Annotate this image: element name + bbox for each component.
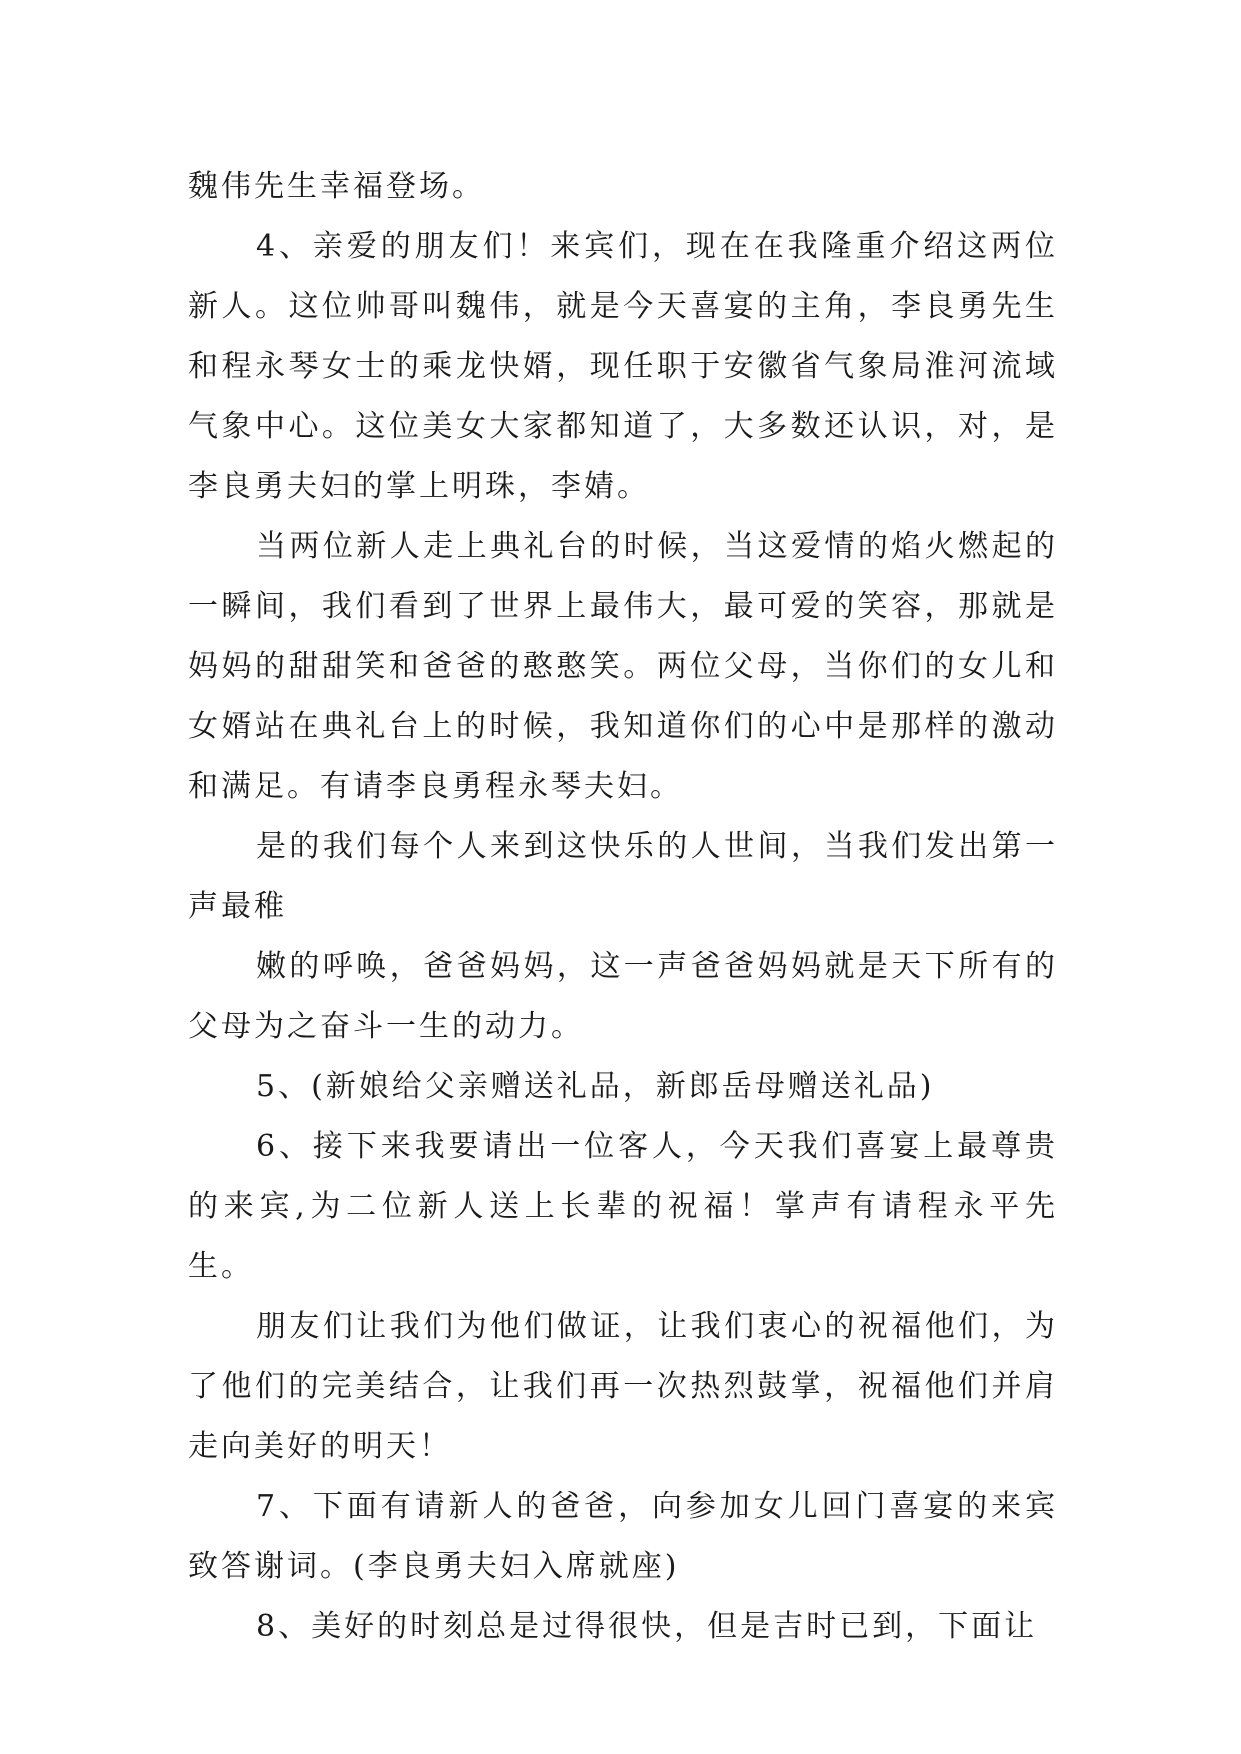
paragraph-8: 朋友们让我们为他们做证，让我们衷心的祝福他们，为了他们的完美结合，让我们再一次热烈鼓掌，祝福他们并肩走向美好的明天！ bbox=[188, 1309, 1058, 1464]
paragraph-1: 魏伟先生幸福登场。 bbox=[188, 169, 485, 204]
paragraph-7: 6、接下来我要请出一位客人，今天我们喜宴上最尊贵的来宾,为二位新人送上长辈的祝福！掌声有请程永平先生。 bbox=[188, 1129, 1058, 1284]
paragraph-2: 4、亲爱的朋友们！来宾们，现在在我隆重介绍这两位新人。这位帅哥叫魏伟，就是今天喜宴的主角，李良勇先生和程永琴女士的乘龙快婿，现任职于安徽省气象局淮河流域气象中心。这位美女大家都知道了，大多数还认识，对，是李良勇夫妇的掌上明珠，李婧。 bbox=[188, 229, 1058, 504]
paragraph-9: 7、下面有请新人的爸爸，向参加女儿回门喜宴的来宾致答谢词。(李良勇夫妇入席就座) bbox=[188, 1489, 1058, 1584]
paragraph-3: 当两位新人走上典礼台的时候，当这爱情的焰火燃起的一瞬间，我们看到了世界上最伟大，最可爱的笑容，那就是妈妈的甜甜笑和爸爸的憨憨笑。两位父母，当你们的女儿和女婿站在典礼台上的时候，我知道你们的心中是那样的激动和满足。有请李良勇程永琴夫妇。 bbox=[188, 529, 1058, 804]
body-text bbox=[188, 157, 1058, 1657]
paragraph-4: 是的我们每个人来到这快乐的人世间，当我们发出第一声最稚 bbox=[188, 829, 1058, 924]
paragraph-10: 8、美好的时刻总是过得很快，但是吉时已到，下面让 bbox=[256, 1609, 1038, 1644]
paragraph-6: 5、(新娘给父亲赠送礼品，新郎岳母赠送礼品) bbox=[256, 1069, 935, 1104]
paragraph-5: 嫩的呼唤，爸爸妈妈，这一声爸爸妈妈就是天下所有的父母为之奋斗一生的动力。 bbox=[188, 949, 1058, 1044]
